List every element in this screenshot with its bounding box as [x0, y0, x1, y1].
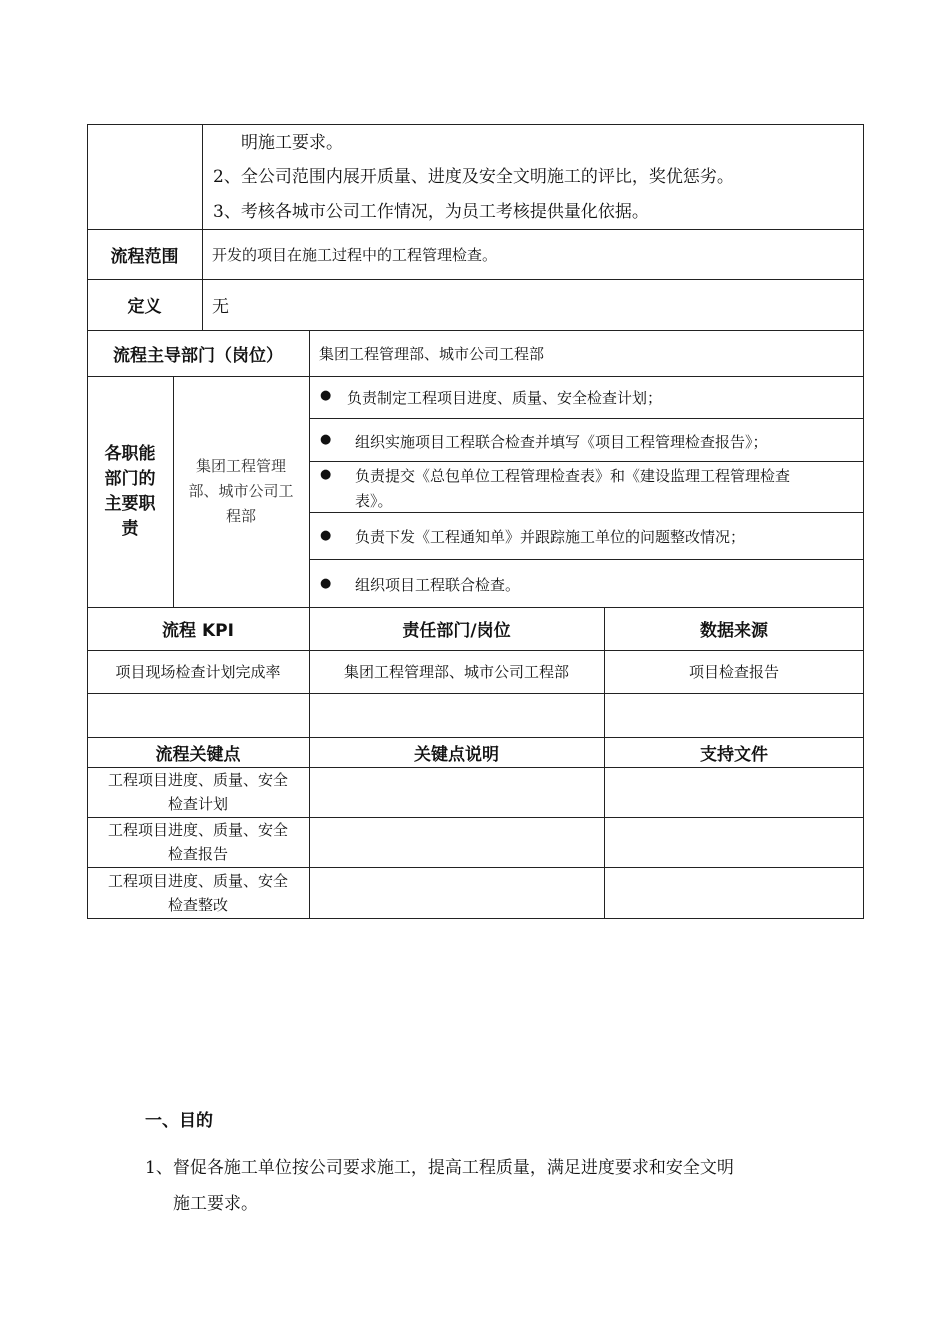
keypoints-header-docs: 支持文件 — [700, 744, 768, 765]
kpi-header-dept: 责任部门/岗位 — [402, 621, 511, 641]
kpi-row1-kpi: 项目现场检查计划完成率 — [115, 663, 281, 681]
responsibility-item-3-line-2: 表》。 — [355, 492, 393, 510]
keypoint-row-3: 工程项目进度、质量、安全 检查整改 — [107, 872, 288, 914]
section-para-line-2: 施工要求。 — [173, 1194, 258, 1214]
responsibility-item-1: 负责制定工程项目进度、质量、安全检查计划； — [347, 389, 663, 407]
responsibility-item-2: 组织实施项目工程联合检查并填写《项目工程管理检查报告》； — [355, 433, 768, 451]
keypoints-header-desc: 关键点说明 — [414, 744, 499, 765]
section-para-line-1: 1、督促各施工单位按公司要求施工，提高工程质量，满足进度要求和安全文明 — [145, 1158, 734, 1178]
bullet-icon: ● — [320, 528, 332, 543]
bullet-icon: ● — [320, 576, 332, 591]
kpi-row1-dept: 集团工程管理部、城市公司工程部 — [343, 663, 569, 681]
bullet-icon: ● — [320, 467, 332, 482]
top-block-line-3: 3、考核各城市公司工作情况，为员工考核提供量化依据。 — [213, 202, 649, 222]
section-heading: 一、目的 — [145, 1111, 213, 1131]
lead-dept-value: 集团工程管理部、城市公司工程部 — [319, 344, 545, 363]
lead-dept-label: 流程主导部门（岗位） — [113, 345, 283, 366]
top-block-line-2: 2、全公司范围内展开质量、进度及安全文明施工的评比，奖优惩劣。 — [213, 167, 734, 187]
keypoint-row-1: 工程项目进度、质量、安全 检查计划 — [107, 771, 288, 813]
responsibility-item-3-line-1: 负责提交《总包单位工程管理检查表》和《建设监理工程管理检查 — [355, 467, 791, 485]
scope-value: 开发的项目在施工过程中的工程管理检查。 — [212, 245, 498, 264]
responsibilities-dept: 集团工程管理 部、城市公司工 程部 — [188, 457, 294, 525]
keypoints-header-point: 流程关键点 — [155, 744, 241, 765]
responsibilities-label: 各职能 部门的 主要职 责 — [104, 443, 156, 539]
responsibility-item-5: 组织项目工程联合检查。 — [355, 576, 521, 594]
definition-value: 无 — [212, 297, 229, 317]
definition-label: 定义 — [127, 297, 162, 317]
bullet-icon: ● — [320, 388, 332, 403]
kpi-header-source: 数据来源 — [700, 621, 768, 641]
keypoint-row-2: 工程项目进度、质量、安全 检查报告 — [107, 821, 288, 863]
top-block-line-1: 明施工要求。 — [241, 133, 343, 153]
bullet-icon: ● — [320, 432, 332, 447]
responsibility-item-4: 负责下发《工程通知单》并跟踪施工单位的问题整改情况； — [355, 528, 746, 546]
kpi-header-kpi: 流程 KPI — [162, 621, 234, 641]
kpi-row1-source: 项目检查报告 — [688, 663, 779, 681]
scope-label: 流程范围 — [110, 246, 179, 267]
